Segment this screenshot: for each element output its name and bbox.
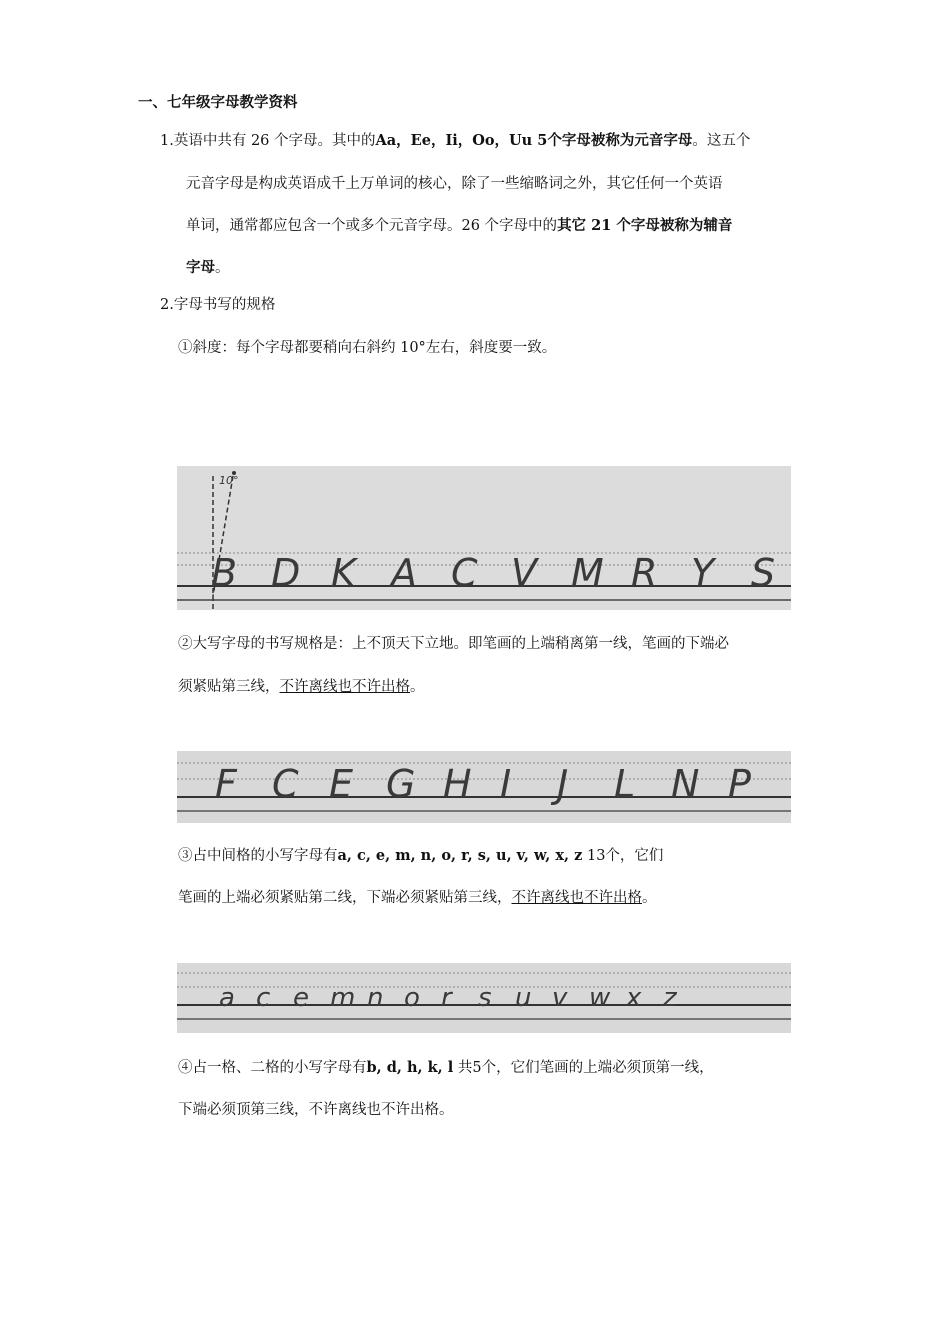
rule-2-line-2 — [178, 677, 425, 697]
strip2-letter-P: P — [728, 762, 751, 806]
p1-consonants-bold: 其它 21 个字母被称为辅音 — [557, 217, 733, 234]
strip3-letter-c: c — [256, 983, 271, 1013]
rule-3-line-1 — [178, 846, 663, 866]
rule-4-line-2: 下端必须顶第三线，不许离线也不许出格。 — [178, 1102, 454, 1118]
section-2-title: 2.字母书写的规格 — [160, 297, 276, 313]
paragraph-1-line-3 — [186, 216, 732, 236]
strip1-letter-K: K — [331, 551, 356, 595]
strip2-letter-N: N — [671, 762, 700, 806]
strip2-letter-E: E — [329, 762, 354, 806]
strip3-letter-u: u — [515, 983, 532, 1013]
rule2-line2-post: 。 — [410, 679, 425, 695]
strip3-letter-x: x — [626, 983, 642, 1013]
strip2-letter-H: H — [443, 762, 472, 806]
strip3-letters — [219, 983, 678, 1013]
strip1-letters — [211, 551, 775, 595]
strip3-letter-z: z — [663, 983, 677, 1013]
rule3-line2-post: 。 — [642, 890, 657, 906]
lowercase-letters-image — [177, 963, 791, 1033]
strip3-letter-v: v — [552, 983, 568, 1013]
strip2-letter-I: I — [500, 762, 512, 806]
strip2-letters — [215, 762, 751, 806]
rule4-line1-pre: ④占一格、二格的小写字母有 — [178, 1060, 367, 1076]
strip1-letter-V: V — [511, 551, 537, 595]
strip3-letter-o: o — [404, 983, 420, 1013]
paragraph-1-line-1 — [160, 131, 750, 151]
rule3-line2-pre: 笔画的上端必须紧贴第二线，下端必须紧贴第三线， — [178, 890, 512, 906]
strip1-letter-S: S — [751, 551, 776, 595]
strip1-letter-D: D — [271, 551, 301, 595]
strip2-letter-C: C — [272, 762, 299, 806]
p1-line4-bold: 字母 — [186, 259, 215, 276]
strip2-letter-G: G — [386, 762, 416, 806]
strip1-letter-Y: Y — [691, 551, 715, 595]
strip1-letter-M: M — [571, 551, 604, 595]
paragraph-1-line-4 — [186, 258, 230, 278]
strip1-letter-C: C — [451, 551, 478, 595]
rule-2-line-1: ②大写字母的书写规格是：上不顶天下立地。即笔画的上端稍离第一线，笔画的下端必 — [178, 636, 729, 652]
strip3-letter-s: s — [478, 983, 492, 1013]
rule3-line1-post: 13个，它们 — [582, 848, 664, 864]
p1-vowels-bold: Aa，Ee，Ii，Oo，Uu 5个字母被称为元音字母 — [375, 132, 693, 149]
rule3-line1-pre: ③占中间格的小写字母有 — [178, 848, 338, 864]
strip3-letter-e: e — [293, 983, 309, 1013]
p1-line3-pre: 单词，通常都应包含一个或多个元音字母。26 个字母中的 — [186, 218, 558, 234]
strip3-letter-a: a — [219, 983, 235, 1013]
rule4-line1-post: 共5个，它们笔画的上端必须顶第一线， — [453, 1060, 714, 1076]
p1-line1-post: 。这五个 — [692, 133, 751, 149]
strip1-letter-R: R — [631, 551, 658, 595]
strip2-letter-L: L — [614, 762, 636, 806]
strip3-letter-w: w — [589, 983, 611, 1013]
rule2-underlined: 不许离线也不许出格 — [279, 679, 410, 695]
page-heading: 一、七年级字母教学资料 — [138, 94, 298, 111]
strip3-letter-r: r — [441, 983, 452, 1013]
rule-1-slant: ①斜度：每个字母都要稍向右斜约 10°左右，斜度要一致。 — [178, 340, 557, 356]
strip3-letter-n: n — [367, 983, 384, 1013]
p1-line4-post: 。 — [215, 260, 230, 276]
paragraph-1-line-2: 元音字母是构成英语成千上万单词的核心，除了一些缩略词之外，其它任何一个英语 — [186, 176, 723, 192]
rule4-letters-bold: b, d, h, k, l — [366, 1059, 454, 1076]
strip1-letter-A: A — [391, 551, 417, 595]
p1-line1-pre: 1.英语中共有 26 个字母。其中的 — [160, 133, 376, 149]
uppercase-slant-image — [177, 466, 791, 610]
angle-label: 10° — [219, 474, 239, 487]
rule-4-line-1 — [178, 1058, 714, 1078]
strip2-letter-J: J — [557, 762, 569, 806]
strip3-letter-m: m — [330, 983, 356, 1013]
uppercase-letters-image — [177, 751, 791, 823]
strip1-letter-B: B — [211, 551, 238, 595]
strip2-letter-F: F — [215, 762, 237, 806]
rule3-underlined: 不许离线也不许出格 — [511, 890, 642, 906]
rule3-letters-bold: a, c, e, m, n, o, r, s, u, v, w, x, z — [337, 847, 583, 864]
rule-3-line-2 — [178, 888, 657, 908]
rule2-line2-pre: 须紧贴第三线， — [178, 679, 280, 695]
